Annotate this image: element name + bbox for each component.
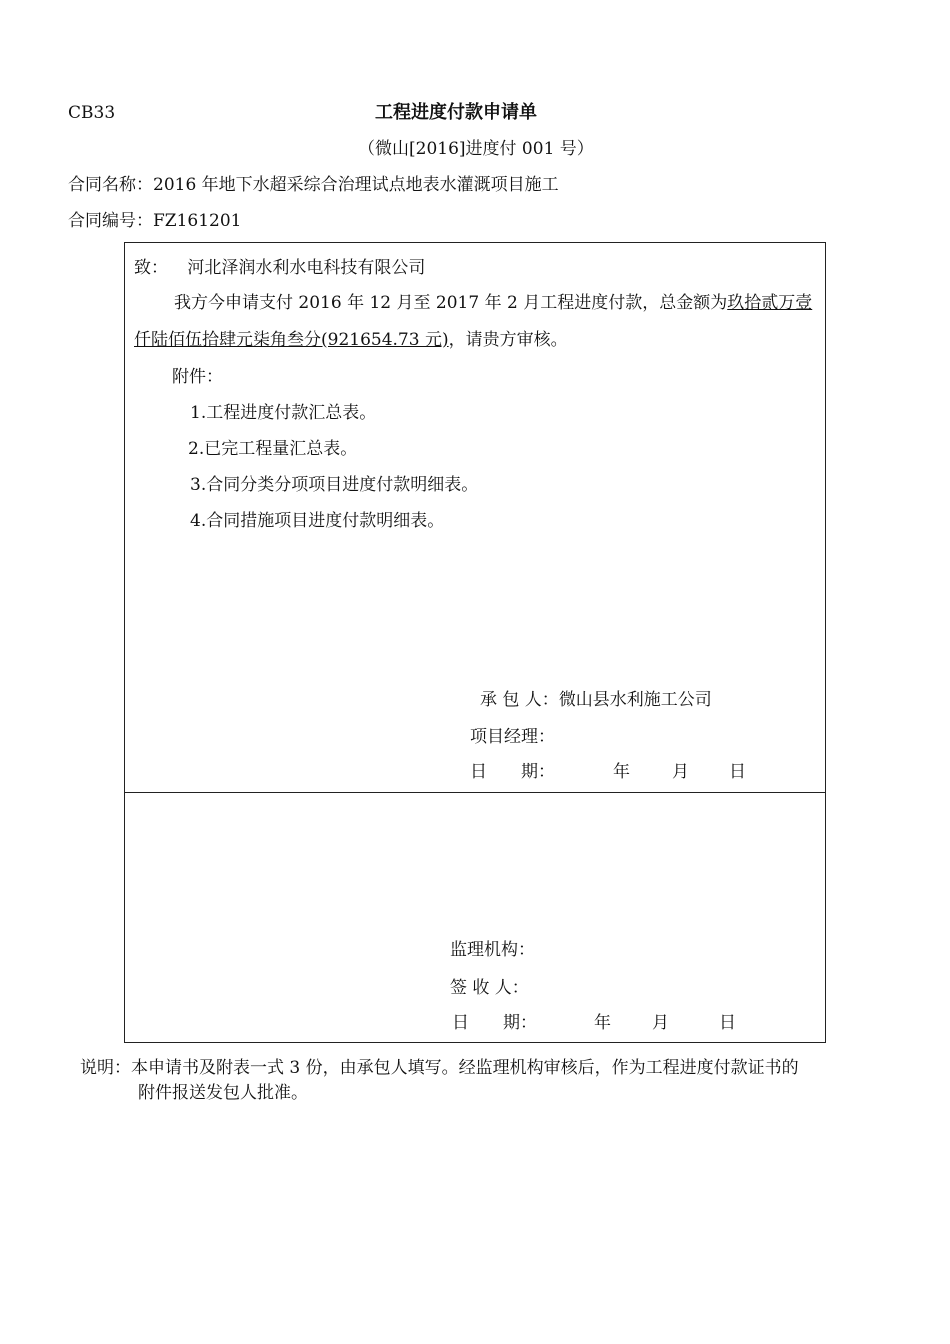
- supervision-date-year: 年: [594, 1013, 611, 1033]
- attachment-item: 4.合同措施项目进度付款明细表。: [190, 511, 445, 531]
- contract-number-label: 合同编号：: [68, 211, 153, 231]
- contractor-value: 微山县水利施工公司: [558, 690, 712, 710]
- contract-number-row: [68, 211, 242, 231]
- contract-name-row: [68, 175, 559, 195]
- manager-label: 项目经理：: [470, 727, 555, 747]
- note-label: 说明：: [80, 1058, 131, 1078]
- contract-number-value: FZ161201: [153, 211, 242, 231]
- recipient-row: [134, 258, 425, 278]
- supervision-date-label: 日 期：: [452, 1013, 537, 1033]
- amount-text: 玖拾贰万壹仟陆佰伍拾肆元柒角叁分(921654.73 元): [134, 293, 813, 350]
- supervision-date-month: 月: [652, 1013, 669, 1033]
- application-body: [134, 285, 820, 359]
- attachments-label: 附件：: [172, 367, 223, 387]
- attachment-item: 1.工程进度付款汇总表。: [190, 403, 377, 423]
- body-prefix: 我方今申请支付 2016 年 12 月至 2017 年 2 月工程进度付款，总金额为: [174, 293, 728, 313]
- note: [80, 1056, 890, 1106]
- form-code: CB33: [68, 103, 116, 123]
- attachment-item: 3.合同分类分项项目进度付款明细表。: [190, 475, 479, 495]
- recipient-value: 河北泽润水利水电科技有限公司: [187, 258, 426, 278]
- receiver-label: 签 收 人：: [450, 978, 529, 998]
- contract-name-label: 合同名称：: [68, 175, 153, 195]
- page-title: 工程进度付款申请单: [375, 102, 537, 123]
- contractor-row: [480, 690, 712, 710]
- doc-number: （微山[2016]进度付 001 号）: [358, 139, 594, 159]
- note-line-1: 本申请书及附表一式 3 份，由承包人填写。经监理机构审核后，作为工程进度付款证书的: [131, 1058, 799, 1078]
- contractor-date-label: 日 期：: [470, 762, 555, 782]
- note-line-2: 附件报送发包人批准。: [138, 1083, 308, 1103]
- supervision-org-label: 监理机构：: [450, 940, 535, 960]
- contract-name-value: 2016 年地下水超采综合治理试点地表水灌溉项目施工: [153, 175, 559, 195]
- contractor-label: 承 包 人：: [480, 690, 559, 710]
- body-suffix: ，请贵方审核。: [448, 330, 568, 350]
- contractor-date-month: 月: [672, 762, 689, 782]
- contractor-date-day: 日: [729, 762, 746, 782]
- recipient-label: 致：: [134, 258, 168, 278]
- attachment-item: 2.已完工程量汇总表。: [188, 439, 358, 459]
- supervision-box: [124, 792, 826, 1043]
- supervision-date-day: 日: [719, 1013, 736, 1033]
- contractor-date-year: 年: [613, 762, 630, 782]
